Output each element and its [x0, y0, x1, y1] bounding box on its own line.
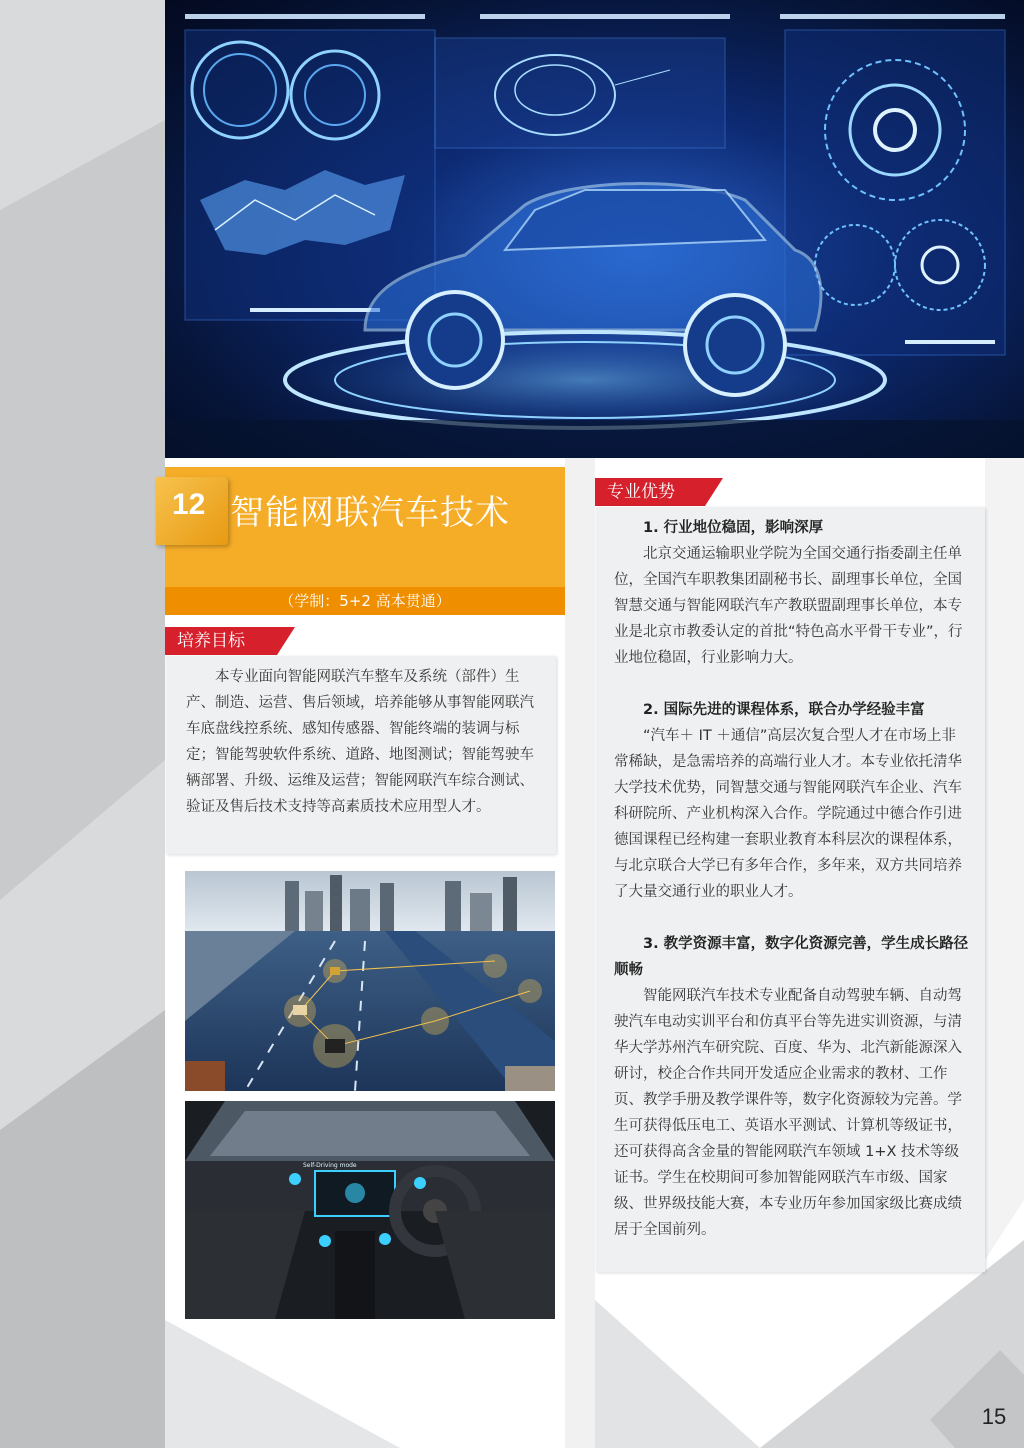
advantage-3-text: 智能网联汽车技术专业配备自动驾驶车辆、自动驾驶汽车电动实训平台和仿真平台等先进实训资源，与清华大学苏州汽车研究院、百度、华为、北汽新能源深入研讨，校企合作共同开发适应企业需求的教材、工作页、教学手册及教学课件等，数字化资源较为完善。学生可获得低压电工、英语水平测试、计算机等级证书，还可获得高含金量的智能网联汽车领域 1+X 技术等级证书。学生在校期间可参加智能网联汽车市级、国家级、世界级技能大赛，本专业历年参加国家级比赛成绩居于全国前列。	[614, 988, 962, 1238]
page-number: 15	[981, 1404, 1007, 1429]
photo-self-driving-interior	[185, 1101, 555, 1319]
training-goal-panel	[166, 656, 556, 854]
advantage-1-text: 北京交通运输职业学院为全国交通行指委副主任单位，全国汽车职教集团副秘书长、副理事长单位，全国智慧交通与智能网联汽车产教联盟副理事长单位，本专业是北京市教委认定的首批“特色高水平骨干专业”，行业地位稳固，行业影响力大。	[614, 546, 963, 666]
photo-connected-highway	[185, 871, 555, 1091]
self-driving-screen-label: Self-Driving mode	[303, 1162, 357, 1169]
major-subtitle: （学制：5+2 高本贯通）	[279, 592, 451, 610]
section-tab-training-goal: 培养目标	[165, 627, 277, 655]
advantage-3-title: 3. 教学资源丰富，数字化资源完善，学生成长路径顺畅	[614, 936, 969, 978]
training-goal-text: 本专业面向智能网联汽车整车及系统（部件）生产、制造、运营、售后领域，培养能够从事智能网联汽车底盘线控系统、感知传感器、智能终端的装调与标定；智能驾驶软件系统、道路、地图测试；智能驾驶车辆部署、升级、运维及运营；智能网联汽车综合测试、验证及售后技术支持等高素质技术应用型人才。	[186, 669, 534, 815]
advantage-2-title: 2. 国际先进的课程体系，联合办学经验丰富	[643, 702, 925, 718]
advantage-1-title: 1. 行业地位稳固，影响深厚	[643, 520, 824, 536]
section-tab-advantages: 专业优势	[595, 478, 705, 506]
major-title: 智能网联汽车技术	[230, 493, 510, 533]
major-number: 12	[172, 488, 206, 521]
hero-image-smart-car-hud	[165, 0, 1024, 458]
advantages-panel	[596, 507, 985, 1272]
advantage-2-text: “汽车＋ IT ＋通信”高层次复合型人才在市场上非常稀缺，是急需培养的高端行业人才。本专业依托清华大学技术优势，同智慧交通与智能网联汽车企业、汽车科研院所、产业机构深入合作。学院通过中德合作引进德国课程已经构建一套职业教育本科层次的课程体系，与北京联合大学已有多年合作，多年来，双方共同培养了大量交通行业的职业人才。	[614, 728, 962, 900]
